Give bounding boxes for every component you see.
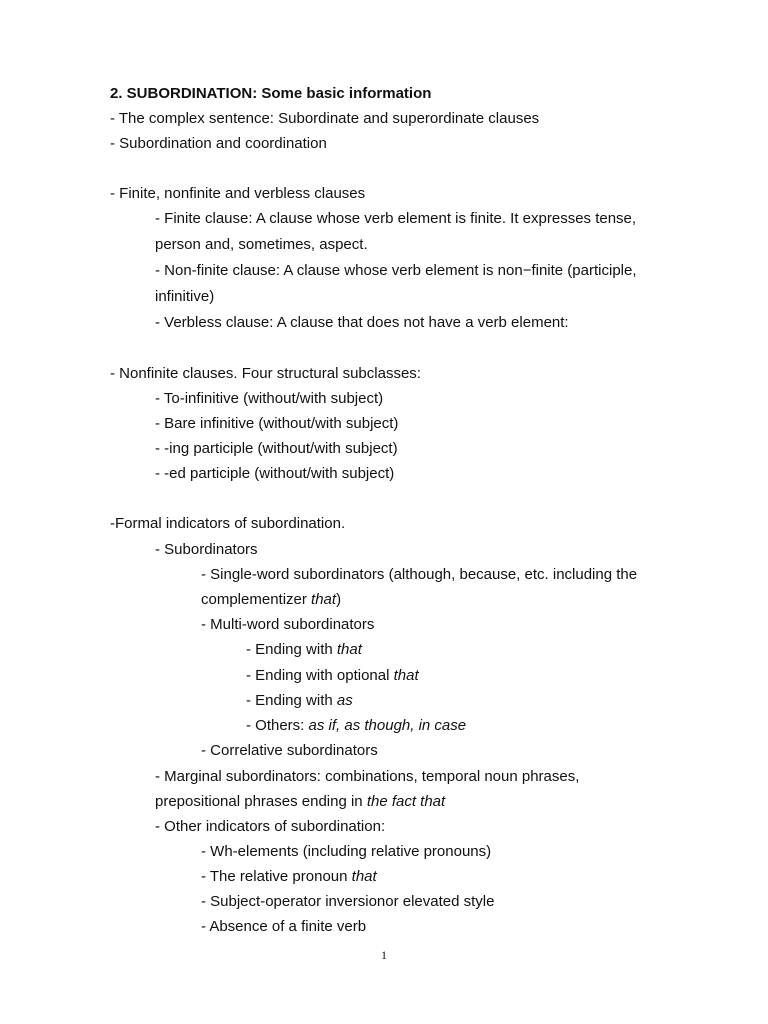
italic-text: as if, as though, in case [308,717,467,734]
text-segment: - Ending with [246,641,337,658]
text-segment: prepositional phrases ending in [155,793,367,810]
section-title: 2. SUBORDINATION: Some basic information [110,85,432,102]
text-segment: - Ending with optional [246,667,394,684]
text-line: - Finite, nonfinite and verbless clauses [110,185,366,202]
text-segment: complementizer [201,591,312,608]
text-line: - Single-word subordinators (although, because, etc. including the [201,566,638,583]
text-line: - Wh-elements (including relative pronouns) [201,843,492,860]
italic-text: that [336,641,362,658]
text-line [246,667,419,685]
text-line: - -ing participle (without/with subject) [155,440,398,457]
text-line [246,692,353,710]
text-line: - Bare infinitive (without/with subject) [155,415,399,432]
text-segment: ) [336,591,342,608]
text-segment: - The relative pronoun [201,868,352,885]
italic-text: the fact that [366,793,446,810]
text-line: - Other indicators of subordination: [155,818,386,835]
text-line: - Subordination and coordination [110,135,327,152]
italic-text: that [311,591,337,608]
text-line: - Subordinators [155,541,258,558]
text-line: - To-infinitive (without/with subject) [155,390,384,407]
text-line: infinitive) [155,288,215,305]
italic-text: as [336,692,353,709]
text-line: - The complex sentence: Subordinate and superordinate clauses [110,110,540,127]
text-segment: - Ending with [246,692,337,709]
italic-text: that [351,868,377,885]
text-line [155,793,445,811]
italic-text: that [393,667,419,684]
text-line: - -ed participle (without/with subject) [155,465,395,482]
text-line: -Formal indicators of subordination. [110,515,346,532]
text-line [246,641,362,659]
text-line [201,591,341,609]
text-line [246,717,466,735]
text-line: - Verbless clause: A clause that does not have a verb element: [155,314,569,331]
page-number: 1 [381,948,387,962]
text-line: - Marginal subordinators: combinations, temporal noun phrases, [155,768,580,785]
text-line: - Absence of a finite verb [201,918,367,935]
text-line: - Correlative subordinators [201,742,378,759]
text-line: person and, sometimes, aspect. [155,236,368,253]
text-line: - Nonfinite clauses. Four structural subclasses: [110,365,421,382]
text-line: - Subject-operator inversionor elevated style [201,893,495,910]
text-line [201,868,377,886]
text-line: - Non-finite clause: A clause whose verb element is non−finite (participle, [155,262,637,279]
text-line: - Multi-word subordinators [201,616,375,633]
text-line: - Finite clause: A clause whose verb element is finite. It expresses tense, [155,210,637,227]
text-segment: - Others: [246,717,309,734]
